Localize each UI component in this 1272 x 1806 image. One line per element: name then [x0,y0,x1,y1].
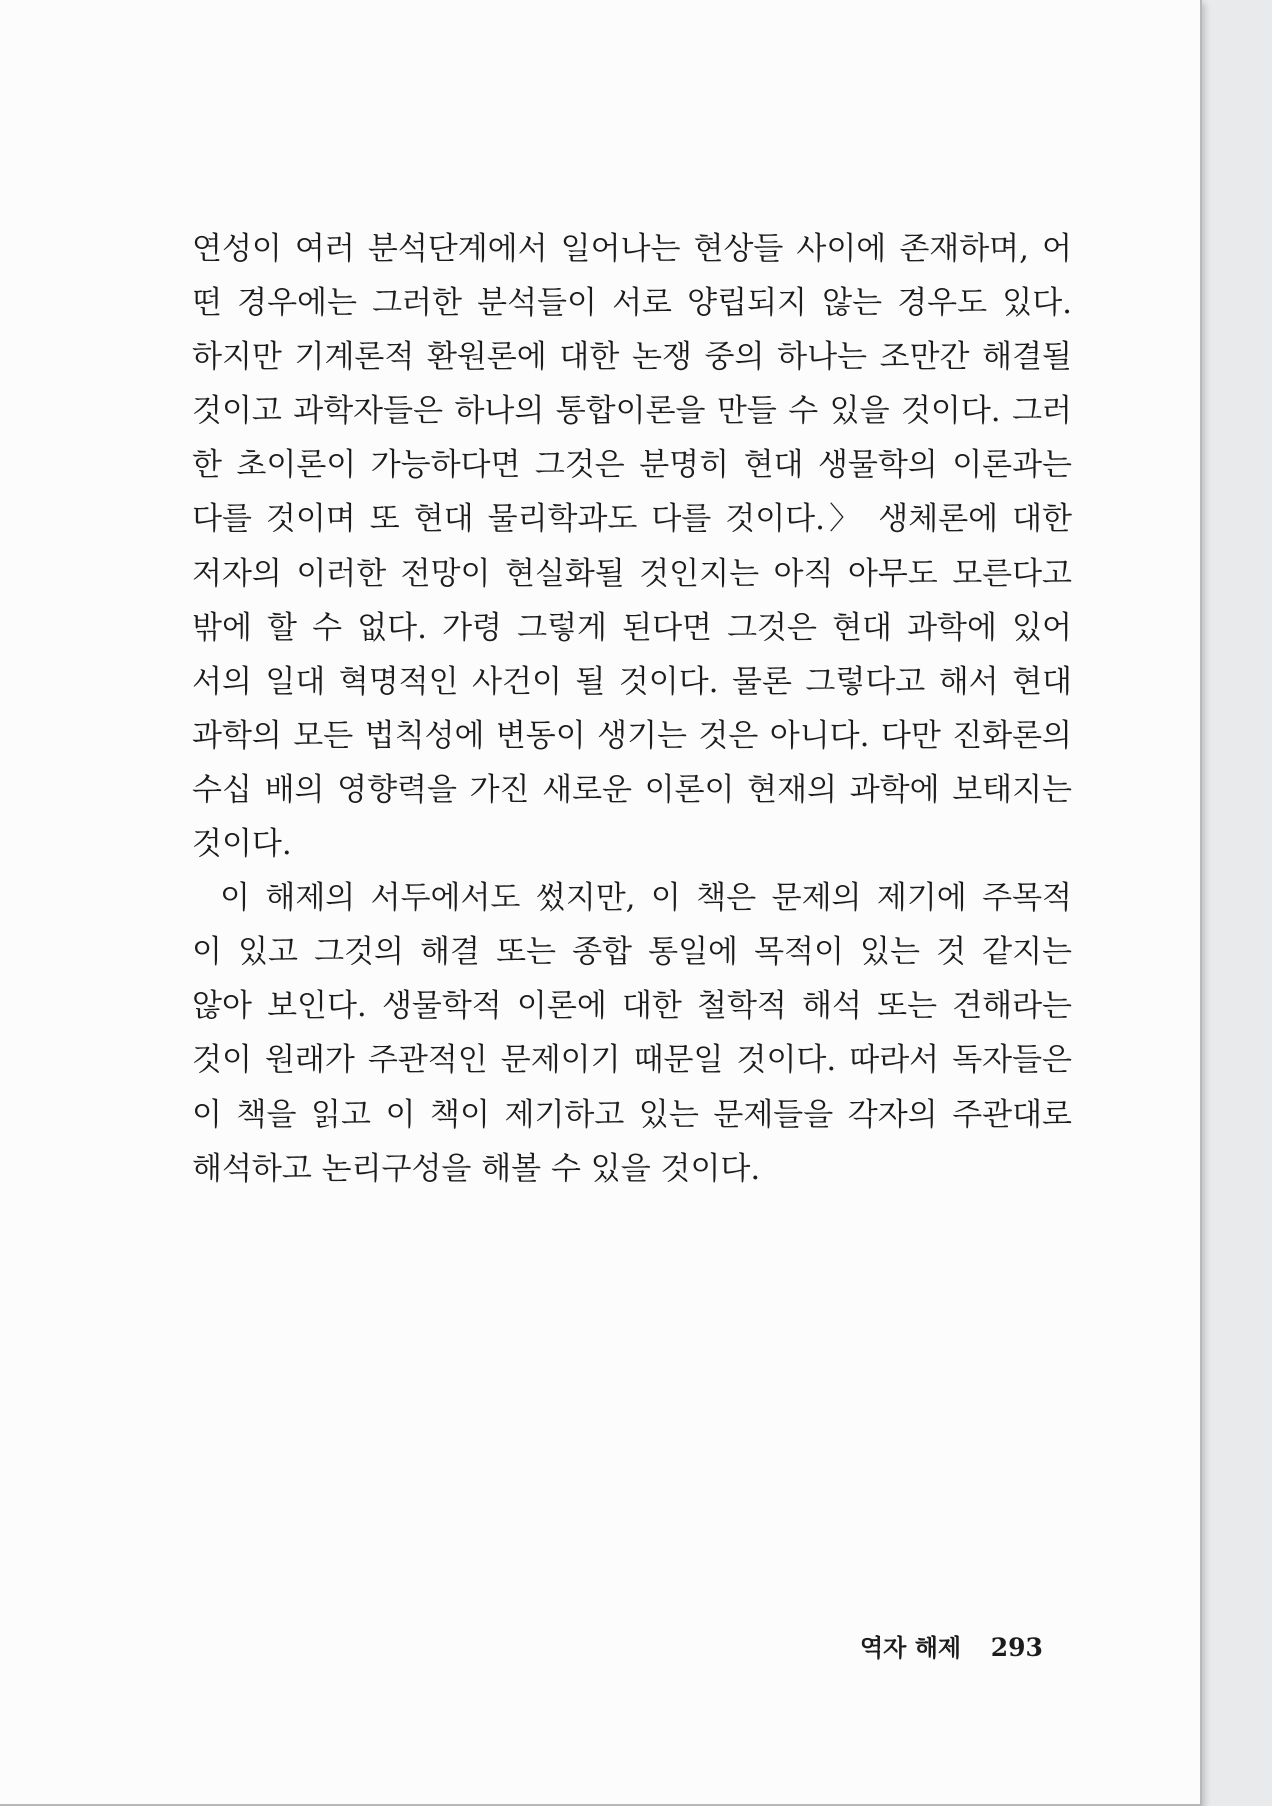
text-line: 것이다. [192,826,292,863]
text-line: 하지만 기계론적 환원론에 대한 논쟁 중의 하나는 조만간 해결될 [192,339,1072,376]
text-line: 해석하고 논리구성을 해볼 수 있을 것이다. [192,1150,761,1187]
text-line: 수십 배의 영향력을 가진 새로운 이론이 현재의 과학에 보태지는 [192,771,1072,808]
paragraph-1 [192,222,1072,871]
text-line: 밖에 할 수 없다. 가령 그렇게 된다면 그것은 현대 과학에 있어 [192,609,1072,646]
page-number: 293 [990,1633,1043,1662]
text-line: 떤 경우에는 그러한 분석들이 서로 양립되지 않는 경우도 있다. [192,285,1072,322]
text-line: 서의 일대 혁명적인 사건이 될 것이다. 물론 그렇다고 해서 현대 [192,663,1072,700]
text-line: 이 책을 읽고 이 책이 제기하고 있는 문제들을 각자의 주관대로 [192,1096,1072,1133]
paragraph-2 [192,871,1072,1196]
body-text [192,222,1072,1196]
running-footer [860,1628,1043,1663]
text-line: 것이 원래가 주관적인 문제이기 때문일 것이다. 따라서 독자들은 [192,1042,1072,1079]
viewer-background [1200,0,1272,1806]
text-line: 연성이 여러 분석단계에서 일어나는 현상들 사이에 존재하며, 어 [192,231,1072,267]
text-line: 한 초이론이 가능하다면 그것은 분명히 현대 생물학의 이론과는 [192,447,1072,484]
text-line: 것이고 과학자들은 하나의 통합이론을 만들 수 있을 것이다. 그러 [192,393,1072,430]
text-line: 다를 것이며 또 현대 물리학과도 다를 것이다.〉 생체론에 대한 [192,501,1072,538]
text-line: 않아 보인다. 생물학적 이론에 대한 철학적 해석 또는 견해라는 [192,988,1072,1025]
text-line: 저자의 이러한 전망이 현실화될 것인지는 아직 아무도 모른다고 [192,555,1072,592]
text-line: 이 있고 그것의 해결 또는 종합 통일에 목적이 있는 것 같지는 [192,934,1072,971]
text-line: 이 해제의 서두에서도 썼지만, 이 책은 문제의 제기에 주목적 [220,880,1072,917]
text-line: 과학의 모든 법칙성에 변동이 생기는 것은 아니다. 다만 진화론의 [192,717,1072,754]
section-title: 역자 해제 [860,1634,962,1662]
